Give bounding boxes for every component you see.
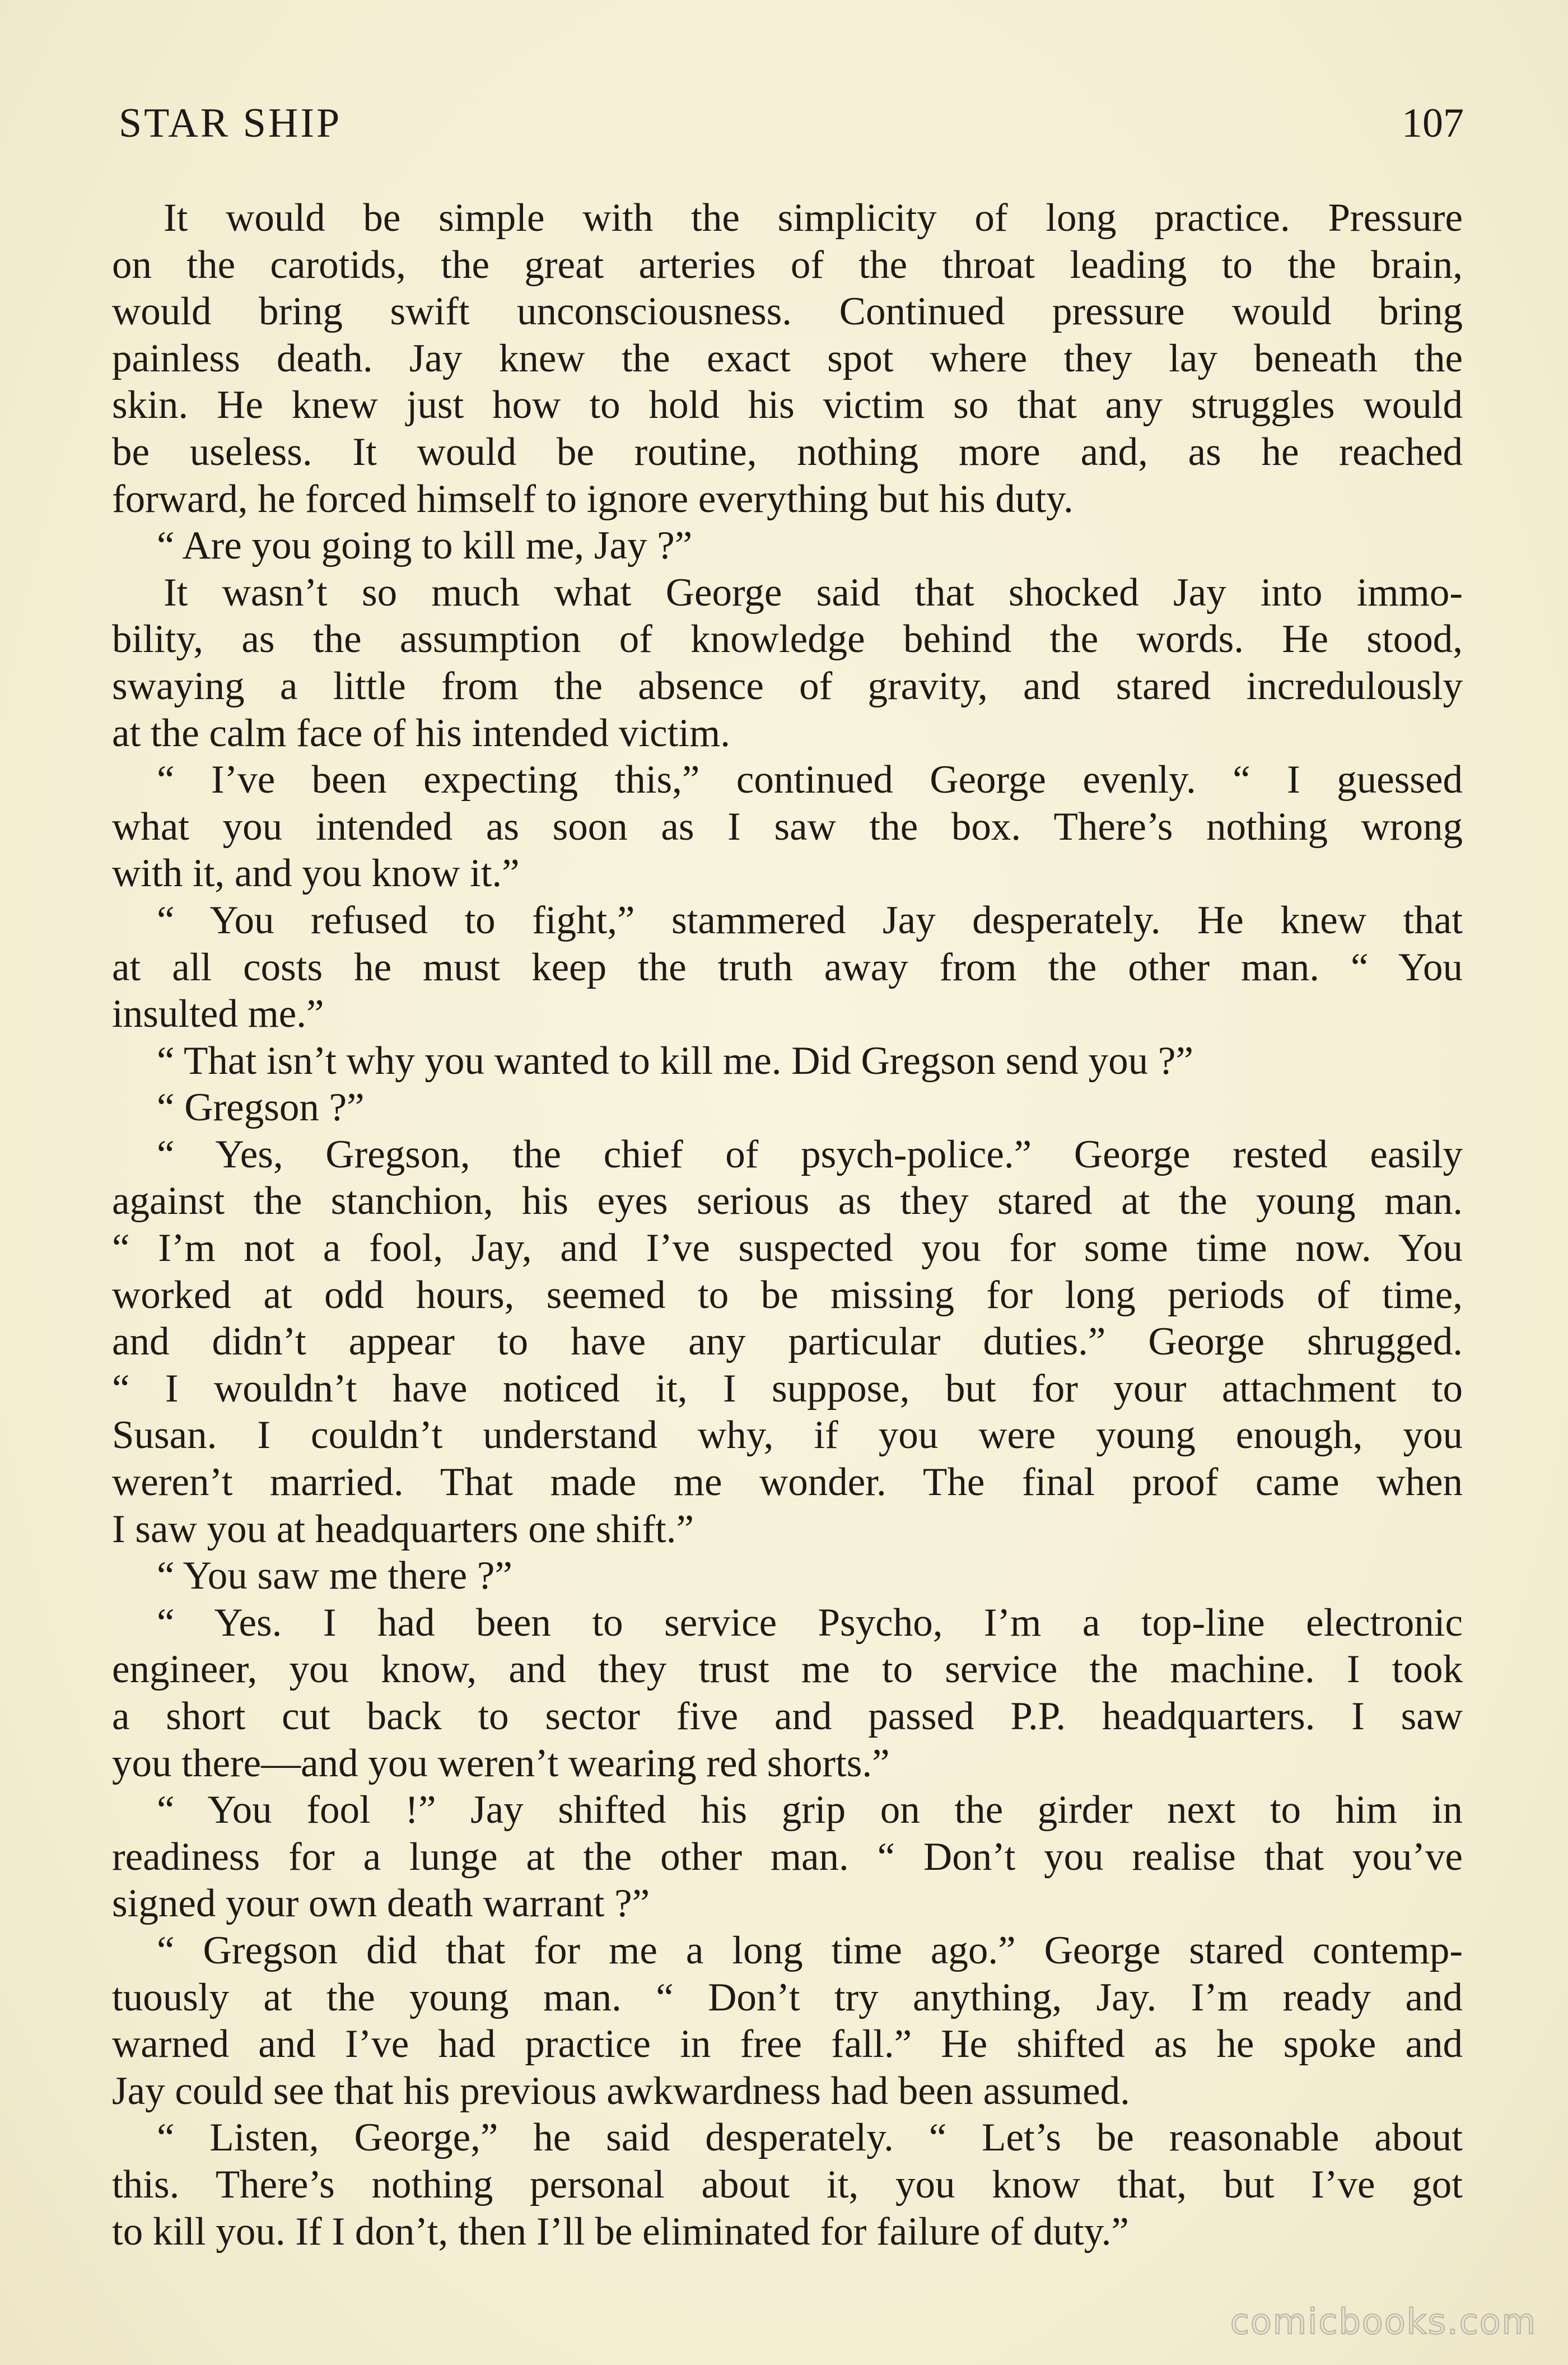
text-line: forward, he forced himself to ignore everything but his duty. — [112, 477, 1074, 521]
text-line: you there—and you weren’t wearing red shorts.” — [112, 1741, 890, 1785]
running-header — [119, 98, 1464, 148]
text-line: “ I wouldn’t have noticed it, I suppose, but for your attachment to — [112, 1366, 1463, 1410]
text-line: “ You refused to fight,” stammered Jay desperately. He knew that — [157, 898, 1463, 942]
text-line: engineer, you know, and they trust me to service the machine. I took — [112, 1647, 1463, 1692]
text-line: at the calm face of his intended victim. — [112, 711, 731, 755]
text-line: warned and I’ve had practice in free fall.” He shifted as he spoke and — [112, 2022, 1463, 2066]
text-line: swaying a little from the absence of gravity, and stared incredulously — [112, 664, 1463, 708]
paragraph — [112, 1553, 1463, 1600]
text-line: Jay could see that his previous awkwardness had been assumed. — [112, 2069, 1130, 2113]
text-line: on the carotids, the great arteries of the throat leading to the brain, — [112, 243, 1463, 287]
text-line: painless death. Jay knew the exact spot where they lay beneath the — [112, 336, 1463, 380]
text-line: “ You fool !” Jay shifted his grip on the girder next to him in — [157, 1788, 1463, 1832]
paragraph — [112, 523, 1463, 570]
text-line: tuously at the young man. “ Don’t try anything, Jay. I’m ready and — [112, 1975, 1463, 2019]
text-line: “ Yes, Gregson, the chief of psych-police.” George rested easily — [157, 1132, 1463, 1176]
text-line: with it, and you know it.” — [112, 851, 520, 896]
text-line: a short cut back to sector five and passed P.P. headquarters. I saw — [112, 1694, 1463, 1738]
body-text — [112, 195, 1463, 2255]
text-line: bility, as the assumption of knowledge behind the words. He stood, — [112, 617, 1463, 662]
text-line: what you intended as soon as I saw the box. There’s nothing wrong — [112, 804, 1463, 849]
text-line: worked at odd hours, seemed to be missing for long periods of time, — [112, 1273, 1463, 1317]
watermark-logo: comicbooks.com — [1230, 2301, 1537, 2342]
paragraph — [112, 1132, 1463, 1553]
text-line: signed your own death warrant ?” — [112, 1882, 650, 1926]
paragraph — [112, 195, 1463, 523]
paragraph — [112, 1928, 1463, 2115]
text-line: “ That isn’t why you wanted to kill me. Did Gregson send you ?” — [157, 1039, 1193, 1083]
text-line: “ Gregson did that for me a long time ago.” George stared contemp- — [157, 1928, 1463, 1972]
paragraph — [112, 2115, 1463, 2255]
text-line: to kill you. If I don’t, then I’ll be eliminated for failure of duty.” — [112, 2209, 1129, 2254]
page-number: 107 — [1402, 100, 1464, 146]
text-line: “ I’m not a fool, Jay, and I’ve suspected you for some time now. You — [112, 1226, 1463, 1270]
text-line: be useless. It would be routine, nothing more and, as he reached — [112, 430, 1463, 474]
text-line: at all costs he must keep the truth away from the other man. “ You — [112, 945, 1463, 989]
text-line: “ Listen, George,” he said desperately. “ Let’s be reasonable about — [157, 2116, 1463, 2160]
text-line: this. There’s nothing personal about it, you know that, but I’ve got — [112, 2162, 1463, 2206]
paragraph — [112, 757, 1463, 897]
text-line: against the stanchion, his eyes serious as they stared at the young man. — [112, 1179, 1463, 1223]
text-line: I saw you at headquarters one shift.” — [112, 1507, 694, 1551]
text-line: It would be simple with the simplicity of long practice. Pressure — [164, 196, 1463, 240]
running-head-title: STAR SHIP — [119, 100, 342, 146]
paragraph — [112, 1084, 1463, 1132]
text-line: “ Yes. I had been to service Psycho, I’m a top-line electronic — [157, 1600, 1463, 1645]
text-line: skin. He knew just how to hold his victim so that any struggles would — [112, 383, 1463, 427]
text-line: “ Are you going to kill me, Jay ?” — [157, 524, 693, 568]
text-line: insulted me.” — [112, 992, 324, 1036]
paragraph — [112, 1038, 1463, 1085]
paragraph — [112, 570, 1463, 757]
paragraph — [112, 1787, 1463, 1928]
text-line: “ You saw me there ?” — [157, 1554, 512, 1598]
text-line: readiness for a lunge at the other man. “ Don’t you realise that you’ve — [112, 1835, 1463, 1879]
text-line: “ Gregson ?” — [157, 1086, 365, 1130]
text-line: would bring swift unconsciousness. Continued pressure would bring — [112, 290, 1463, 334]
text-line: Susan. I couldn’t understand why, if you were young enough, you — [112, 1413, 1463, 1458]
text-line: “ I’ve been expecting this,” continued George evenly. “ I guessed — [157, 758, 1463, 802]
text-line: It wasn’t so much what George said that shocked Jay into immo- — [164, 570, 1463, 614]
paragraph — [112, 1600, 1463, 1787]
paragraph — [112, 897, 1463, 1038]
text-line: weren’t married. That made me wonder. The final proof came when — [112, 1460, 1463, 1505]
text-line: and didn’t appear to have any particular duties.” George shrugged. — [112, 1320, 1463, 1364]
